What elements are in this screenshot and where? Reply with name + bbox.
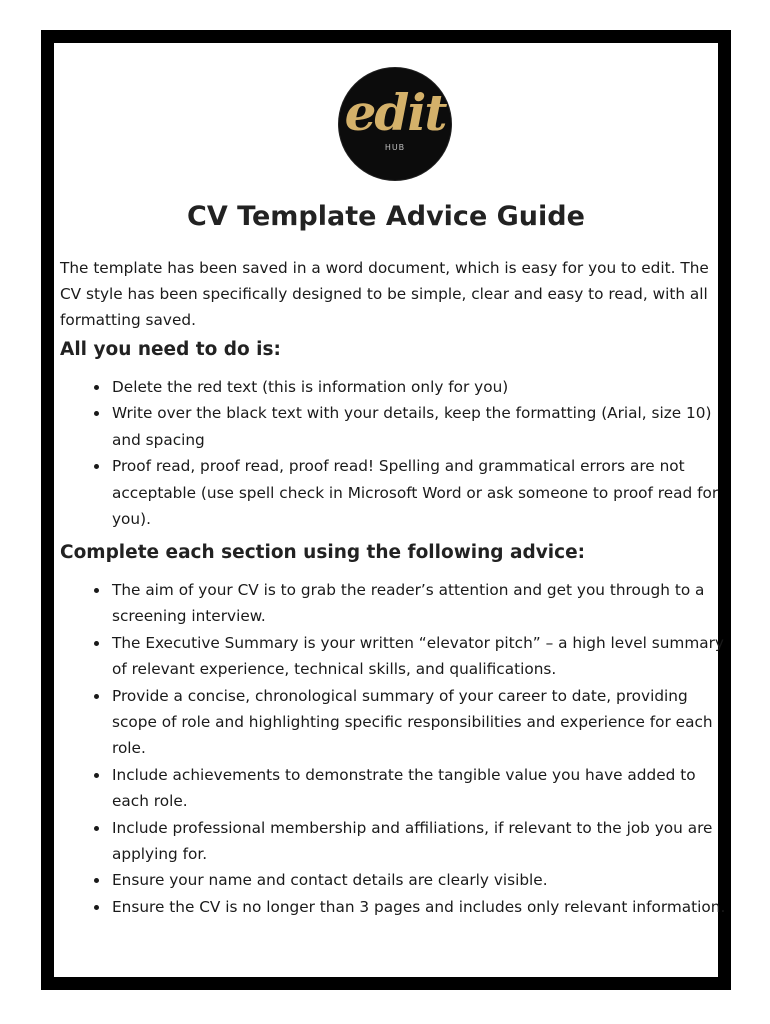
logo-subtitle: HUB	[384, 143, 406, 152]
list-item: • Include professional membership and affiliations, if relevant to the job you are applying for.	[110, 815, 730, 868]
list-item: • Delete the red text (this is information only for you)	[110, 374, 730, 400]
page-title: CV Template Advice Guide	[187, 201, 585, 232]
list-item: • Proof read, proof read, proof read! Spelling and grammatical errors are not acceptable (use spell check in Microsoft Word or ask someone to proof read for you).	[110, 453, 730, 532]
logo-wordmark: edit	[344, 83, 446, 142]
list-item: • Write over the black text with your details, keep the formatting (Arial, size 10) and spacing	[110, 400, 730, 453]
list-item: • The aim of your CV is to grab the reader’s attention and get you through to a screening interview.	[110, 577, 730, 630]
intro-paragraph: The template has been saved in a word document, which is easy for you to edit. The CV style has been specifically designed to be simple, clear and easy to read, with all formatting saved.	[60, 259, 709, 329]
list-item: • Include achievements to demonstrate the tangible value you have added to each role.	[110, 762, 730, 815]
list-item: • The Executive Summary is your written “elevator pitch” – a high level summary of relevant experience, technical skills, and qualifications.	[110, 630, 730, 683]
list-item: • Provide a concise, chronological summary of your career to date, providing scope of role and highlighting specific responsibilities and experience for each role.	[110, 683, 730, 762]
list-item: • Ensure the CV is no longer than 3 pages and includes only relevant information.	[110, 894, 730, 920]
edit-hub-logo	[339, 68, 451, 180]
page-frame	[41, 30, 731, 990]
todo-list	[92, 374, 730, 532]
advice-list	[92, 577, 730, 920]
section-heading-todo: All you need to do is:	[60, 339, 281, 360]
list-item: • Ensure your name and contact details are clearly visible.	[110, 867, 730, 893]
section-heading-advice: Complete each section using the following advice:	[60, 542, 586, 563]
